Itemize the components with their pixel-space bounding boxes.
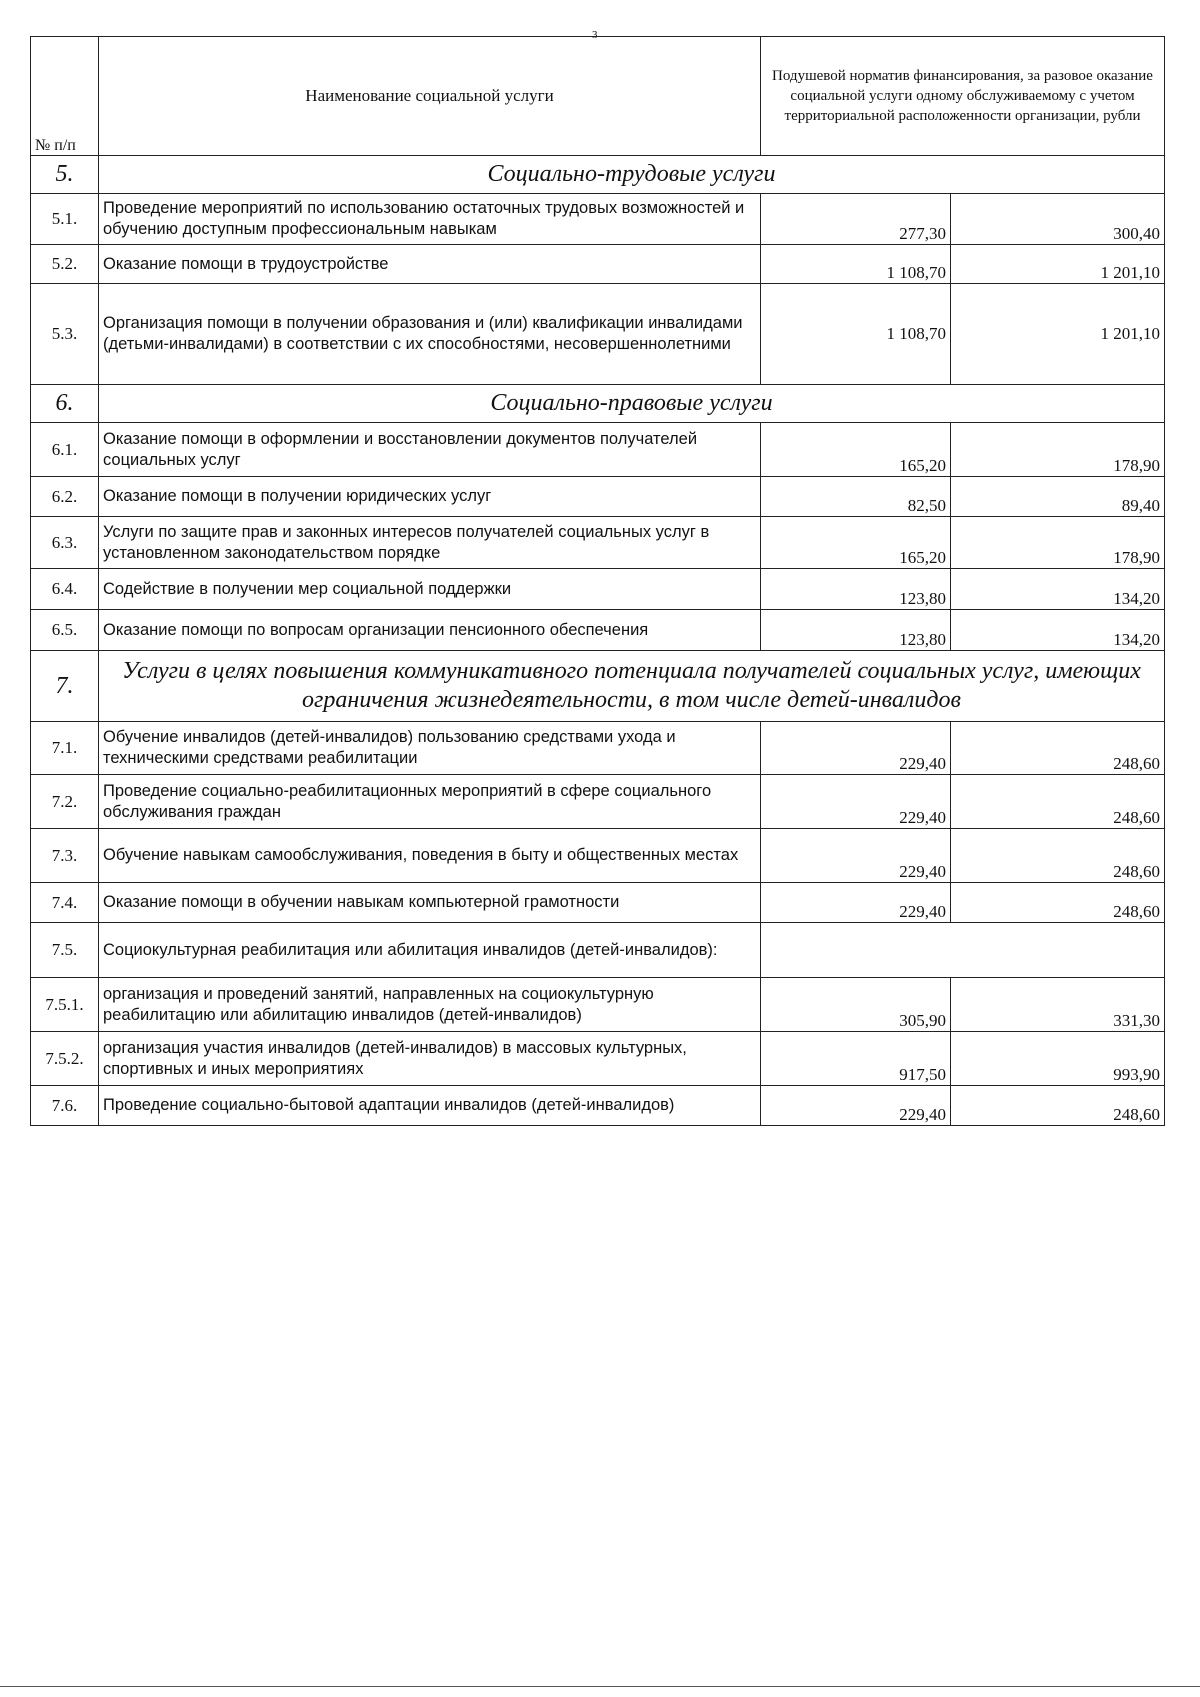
row-service-name: Оказание помощи в обучении навыкам компьютерной грамотности bbox=[99, 883, 761, 923]
table-row bbox=[31, 610, 1165, 651]
row-value-1: 123,80 bbox=[761, 610, 951, 651]
row-service-name: Оказание помощи в оформлении и восстановлении документов получателей социальных услуг bbox=[99, 423, 761, 477]
header-number: № п/п bbox=[31, 37, 99, 156]
section-number: 6. bbox=[31, 385, 99, 423]
section-title: Социально-трудовые услуги bbox=[99, 156, 1165, 194]
row-value-1: 123,80 bbox=[761, 569, 951, 610]
row-service-name: Оказание помощи по вопросам организации пенсионного обеспечения bbox=[99, 610, 761, 651]
row-value-2: 134,20 bbox=[951, 569, 1165, 610]
row-value-1: 165,20 bbox=[761, 517, 951, 569]
table-row bbox=[31, 284, 1165, 385]
row-value-1: 229,40 bbox=[761, 722, 951, 775]
page-bottom-rule bbox=[0, 1686, 1200, 1687]
section-row bbox=[31, 651, 1165, 722]
row-number: 7.5. bbox=[31, 923, 99, 978]
row-value-2: 993,90 bbox=[951, 1032, 1165, 1086]
row-number: 5.3. bbox=[31, 284, 99, 385]
row-value-2: 1 201,10 bbox=[951, 284, 1165, 385]
row-value-2: 1 201,10 bbox=[951, 245, 1165, 284]
row-value-1: 917,50 bbox=[761, 1032, 951, 1086]
row-value-2: 248,60 bbox=[951, 883, 1165, 923]
row-value-1: 82,50 bbox=[761, 477, 951, 517]
row-value-1: 1 108,70 bbox=[761, 245, 951, 284]
row-number: 7.6. bbox=[31, 1086, 99, 1126]
row-service-name: организация и проведений занятий, направленных на социокультурную реабилитацию или абилитацию инвалидов (детей-инвалидов) bbox=[99, 978, 761, 1032]
row-value-2: 89,40 bbox=[951, 477, 1165, 517]
row-number: 5.2. bbox=[31, 245, 99, 284]
row-number: 7.3. bbox=[31, 829, 99, 883]
row-value-1: 1 108,70 bbox=[761, 284, 951, 385]
table-row bbox=[31, 978, 1165, 1032]
row-value-1: 229,40 bbox=[761, 883, 951, 923]
row-service-name: Услуги по защите прав и законных интересов получателей социальных услуг в установленном законодательством порядке bbox=[99, 517, 761, 569]
row-value-1: 229,40 bbox=[761, 1086, 951, 1126]
row-value-1: 165,20 bbox=[761, 423, 951, 477]
row-value-2: 248,60 bbox=[951, 829, 1165, 883]
row-value-2: 300,40 bbox=[951, 194, 1165, 245]
row-value-2: 178,90 bbox=[951, 423, 1165, 477]
row-value-2: 178,90 bbox=[951, 517, 1165, 569]
table-row bbox=[31, 517, 1165, 569]
row-value-2: 134,20 bbox=[951, 610, 1165, 651]
table-row bbox=[31, 194, 1165, 245]
row-service-name: Проведение социально-бытовой адаптации инвалидов (детей-инвалидов) bbox=[99, 1086, 761, 1126]
row-service-name: Социокультурная реабилитация или абилитация инвалидов (детей-инвалидов): bbox=[99, 923, 761, 978]
section-row bbox=[31, 385, 1165, 423]
row-number: 7.5.2. bbox=[31, 1032, 99, 1086]
table-row bbox=[31, 775, 1165, 829]
row-value-1: 305,90 bbox=[761, 978, 951, 1032]
row-service-name: Проведение мероприятий по использованию остаточных трудовых возможностей и обучению доступным профессиональным навыкам bbox=[99, 194, 761, 245]
table-row bbox=[31, 569, 1165, 610]
row-value-2: 248,60 bbox=[951, 722, 1165, 775]
row-number: 6.2. bbox=[31, 477, 99, 517]
row-service-name: Содействие в получении мер социальной поддержки bbox=[99, 569, 761, 610]
row-service-name: Обучение инвалидов (детей-инвалидов) пользованию средствами ухода и техническими средствами реабилитации bbox=[99, 722, 761, 775]
row-value-2: 331,30 bbox=[951, 978, 1165, 1032]
section-title: Услуги в целях повышения коммуникативного потенциала получателей социальных услуг, имеющих ограничения жизнедеятельности, в том числе детей-инвалидов bbox=[99, 651, 1165, 722]
row-service-name: Проведение социально-реабилитационных мероприятий в сфере социального обслуживания граждан bbox=[99, 775, 761, 829]
header-service-name: Наименование социальной услуги bbox=[99, 37, 761, 156]
table-row bbox=[31, 477, 1165, 517]
table-row bbox=[31, 883, 1165, 923]
section-number: 5. bbox=[31, 156, 99, 194]
row-number: 6.4. bbox=[31, 569, 99, 610]
page-number: 3 bbox=[592, 29, 598, 41]
table-header-row bbox=[31, 37, 1165, 156]
row-value-1: 277,30 bbox=[761, 194, 951, 245]
row-service-name: организация участия инвалидов (детей-инвалидов) в массовых культурных, спортивных и иных мероприятиях bbox=[99, 1032, 761, 1086]
services-table bbox=[30, 36, 1165, 1126]
row-service-name: Оказание помощи в трудоустройстве bbox=[99, 245, 761, 284]
row-number: 6.5. bbox=[31, 610, 99, 651]
row-number: 6.3. bbox=[31, 517, 99, 569]
row-value-2: 248,60 bbox=[951, 775, 1165, 829]
header-funding-norm: Подушевой норматив финансирования, за разовое оказание социальной услуги одному обслуживаемому с учетом территориальной расположенности организации, рубли bbox=[761, 37, 1165, 156]
table-row bbox=[31, 923, 1165, 978]
table-row bbox=[31, 245, 1165, 284]
section-number: 7. bbox=[31, 651, 99, 722]
table-row bbox=[31, 1032, 1165, 1086]
table-row bbox=[31, 1086, 1165, 1126]
row-service-name: Оказание помощи в получении юридических услуг bbox=[99, 477, 761, 517]
row-value-empty bbox=[761, 923, 1165, 978]
row-number: 5.1. bbox=[31, 194, 99, 245]
row-value-1: 229,40 bbox=[761, 775, 951, 829]
row-service-name: Обучение навыкам самообслуживания, поведения в быту и общественных местах bbox=[99, 829, 761, 883]
row-number: 7.5.1. bbox=[31, 978, 99, 1032]
table-row bbox=[31, 722, 1165, 775]
table-row bbox=[31, 423, 1165, 477]
row-number: 6.1. bbox=[31, 423, 99, 477]
table-row bbox=[31, 829, 1165, 883]
section-title: Социально-правовые услуги bbox=[99, 385, 1165, 423]
row-number: 7.4. bbox=[31, 883, 99, 923]
row-value-2: 248,60 bbox=[951, 1086, 1165, 1126]
row-value-1: 229,40 bbox=[761, 829, 951, 883]
row-number: 7.2. bbox=[31, 775, 99, 829]
row-service-name: Организация помощи в получении образования и (или) квалификации инвалидами (детьми-инвалидами) в соответствии с их способностями, несовершеннолетними bbox=[99, 284, 761, 385]
row-number: 7.1. bbox=[31, 722, 99, 775]
section-row bbox=[31, 156, 1165, 194]
